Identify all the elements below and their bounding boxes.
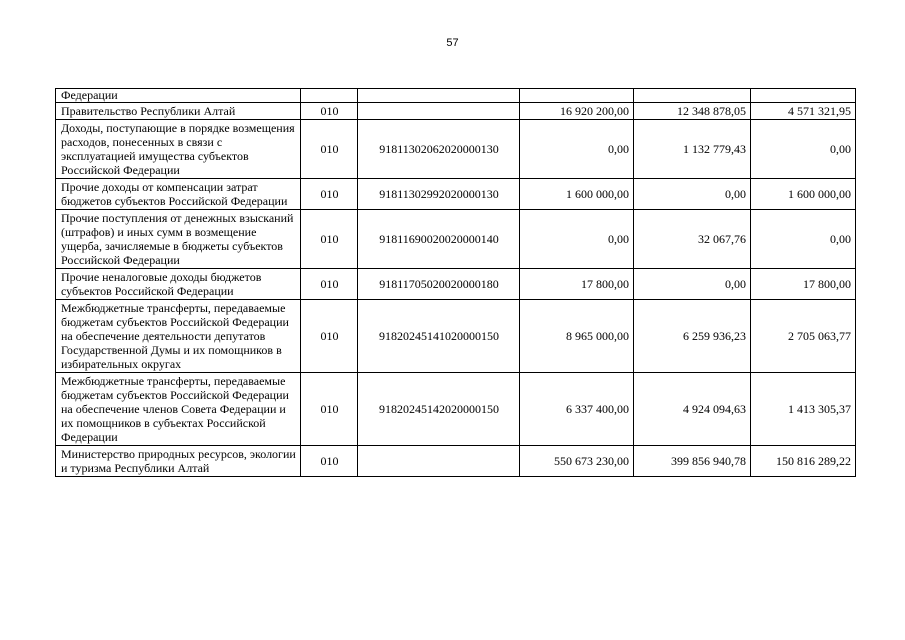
- row-value-2: 0,00: [634, 269, 751, 300]
- row-name: Межбюджетные трансферты, передаваемые бюджетам субъектов Российской Федерации на обеспечение деятельности депутатов Государственной Думы и их помощников в избирательных округах: [56, 300, 301, 373]
- row-value-3: 0,00: [751, 210, 856, 269]
- row-admin-code: 010: [301, 120, 358, 179]
- row-value-3: 0,00: [751, 120, 856, 179]
- row-budget-code: 91820245141020000150: [358, 300, 520, 373]
- row-budget-code: 91811690020020000140: [358, 210, 520, 269]
- table-row: [56, 446, 856, 477]
- page-number: 57: [446, 37, 459, 49]
- row-value-2: 0,00: [634, 179, 751, 210]
- row-value-3: 1 413 305,37: [751, 373, 856, 446]
- row-value-1: 16 920 200,00: [520, 103, 634, 120]
- row-admin-code: 010: [301, 179, 358, 210]
- row-name: Межбюджетные трансферты, передаваемые бюджетам субъектов Российской Федерации на обеспечение членов Совета Федерации и их помощников в субъектах Российской Федерации: [56, 373, 301, 446]
- row-budget-code: [358, 103, 520, 120]
- row-value-1: 1 600 000,00: [520, 179, 634, 210]
- row-value-3: 17 800,00: [751, 269, 856, 300]
- row-admin-code: 010: [301, 103, 358, 120]
- row-name: Федерации: [56, 89, 301, 103]
- row-value-1: 6 337 400,00: [520, 373, 634, 446]
- row-budget-code: 91811705020020000180: [358, 269, 520, 300]
- table-row: [56, 179, 856, 210]
- table-row: [56, 373, 856, 446]
- row-value-1: 550 673 230,00: [520, 446, 634, 477]
- row-budget-code: 91811302992020000130: [358, 179, 520, 210]
- row-admin-code: 010: [301, 269, 358, 300]
- row-budget-code: 91820245142020000150: [358, 373, 520, 446]
- row-value-2: 399 856 940,78: [634, 446, 751, 477]
- row-name: Правительство Республики Алтай: [56, 103, 301, 120]
- row-value-2: 4 924 094,63: [634, 373, 751, 446]
- budget-revenue-table: [55, 88, 856, 477]
- row-value-3: 150 816 289,22: [751, 446, 856, 477]
- row-admin-code: 010: [301, 446, 358, 477]
- table-row: [56, 269, 856, 300]
- row-value-1: 8 965 000,00: [520, 300, 634, 373]
- table-row: [56, 103, 856, 120]
- row-value-3: 2 705 063,77: [751, 300, 856, 373]
- row-name: Прочие неналоговые доходы бюджетов субъектов Российской Федерации: [56, 269, 301, 300]
- row-name: Прочие доходы от компенсации затрат бюджетов субъектов Российской Федерации: [56, 179, 301, 210]
- row-value-3: 4 571 321,95: [751, 103, 856, 120]
- row-admin-code: [301, 89, 358, 103]
- row-budget-code: [358, 446, 520, 477]
- row-value-1: [520, 89, 634, 103]
- table-row: [56, 210, 856, 269]
- row-name: Прочие поступления от денежных взысканий (штрафов) и иных сумм в возмещение ущерба, зачисляемые в бюджеты субъектов Российской Федерации: [56, 210, 301, 269]
- row-value-2: 12 348 878,05: [634, 103, 751, 120]
- row-value-2: 6 259 936,23: [634, 300, 751, 373]
- row-name: Министерство природных ресурсов, экологии и туризма Республики Алтай: [56, 446, 301, 477]
- row-admin-code: 010: [301, 373, 358, 446]
- row-value-3: [751, 89, 856, 103]
- row-budget-code: 91811302062020000130: [358, 120, 520, 179]
- row-value-2: 1 132 779,43: [634, 120, 751, 179]
- row-value-3: 1 600 000,00: [751, 179, 856, 210]
- row-admin-code: 010: [301, 300, 358, 373]
- row-value-1: 0,00: [520, 210, 634, 269]
- row-name: Доходы, поступающие в порядке возмещения расходов, понесенных в связи с эксплуатацией имущества субъектов Российской Федерации: [56, 120, 301, 179]
- row-value-2: 32 067,76: [634, 210, 751, 269]
- table-row: [56, 120, 856, 179]
- row-value-1: 0,00: [520, 120, 634, 179]
- row-value-1: 17 800,00: [520, 269, 634, 300]
- table-row: [56, 89, 856, 103]
- table-row: [56, 300, 856, 373]
- row-admin-code: 010: [301, 210, 358, 269]
- row-value-2: [634, 89, 751, 103]
- row-budget-code: [358, 89, 520, 103]
